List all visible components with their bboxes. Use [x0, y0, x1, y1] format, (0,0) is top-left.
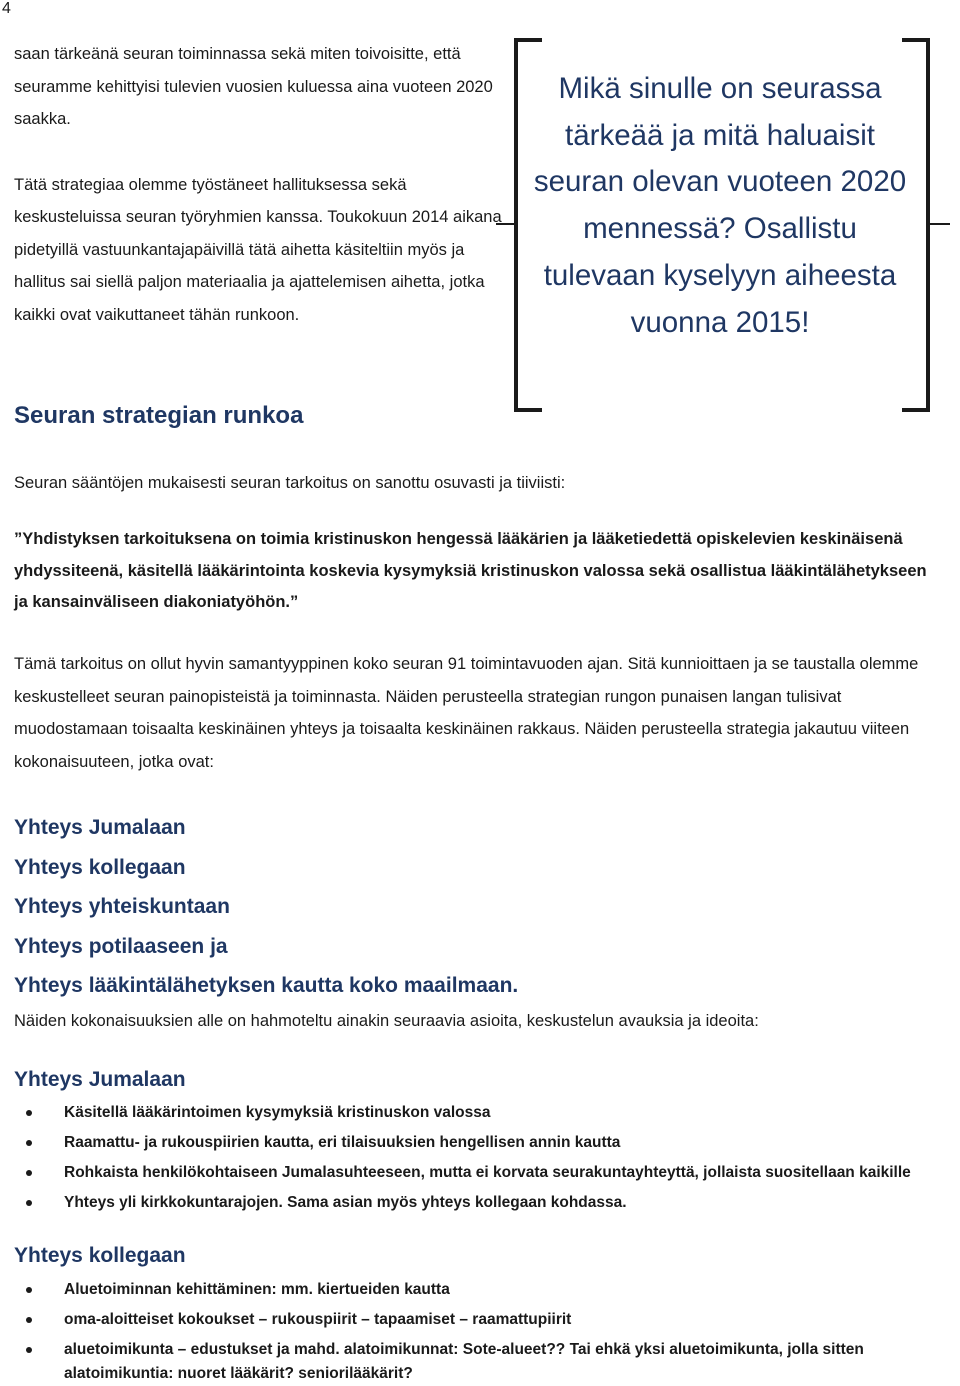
- bullet-icon: [26, 1170, 32, 1176]
- pillar-item: Yhteys kollegaan: [14, 855, 186, 879]
- callout-text: Mikä sinulle on seurassa tärkeää ja mitä haluaisit seuran olevan vuoteen 2020 mennessä? Osallistu tulevaan kyselyyn aiheesta vuonna 2015!: [533, 72, 907, 339]
- pillar-item: Yhteys lääkintälähetyksen kautta koko maailmaan.: [14, 974, 519, 997]
- pillar-item: Yhteys yhteiskuntaan: [14, 895, 230, 918]
- bullet-icon: [26, 1140, 32, 1146]
- bullet-icon: [26, 1200, 32, 1206]
- section-title: Seuran strategian runkoa: [14, 402, 304, 429]
- purpose-paragraph: Tämä tarkoitus on ollut hyvin samantyyppinen koko seuran 91 toimintavuoden ajan. Sitä kunnioittaen ja se taustalla olemme keskustelleet seuran painopisteistä ja toiminnasta. Näiden perusteella strategian rungon punaisen langan tulisivat muodostamaan toisaalta keskinäinen yhteys ja toisaalta keskinäinen rakkaus. Näiden perusteella strategia jakautuu viiteen kokonaisuuteen, jotka ovat:: [14, 655, 919, 771]
- list-item: oma-aloitteiset kokoukset – rukouspiirit – tapaamiset – raamattupiirit: [14, 1308, 914, 1332]
- purpose-quote: ”Yhdistyksen tarkoituksena on toimia kristinuskon hengessä lääkärien ja lääketiedettä opiskelevien keskinäisenä yhdyssiteenä, käsitellä lääkärintointa koskevia kysymyksiä kristinuskon valossa sekä osallistua lääkintälähetykseen ja kansainväliseen diakoniatyöhön.”: [14, 530, 927, 611]
- list-item: Aluetoiminnan kehittäminen: mm. kiertueiden kautta: [14, 1278, 914, 1302]
- subheading-yhteys-kollegaan: Yhteys kollegaan: [14, 1244, 186, 1267]
- list-item: Yhteys yli kirkkokuntarajojen. Sama asian myös yhteys kollegaan kohdassa.: [14, 1191, 914, 1215]
- subheading-yhteys-jumalaan: Yhteys Jumalaan: [14, 1068, 186, 1091]
- bullet-icon: [26, 1110, 32, 1116]
- pillar-item: Yhteys Jumalaan: [14, 816, 186, 839]
- intro-text: Seuran sääntöjen mukaisesti seuran tarkoitus on sanottu osuvasti ja tiiviisti:: [14, 474, 566, 492]
- bullet-list-jumalaan: [14, 1101, 914, 1215]
- survey-callout: [490, 36, 960, 416]
- strategy-pillars: [14, 808, 518, 1006]
- left-column: [14, 38, 506, 331]
- bullet-icon: [26, 1347, 32, 1353]
- list-item: Rohkaista henkilökohtaiseen Jumalasuhteeseen, mutta ei korvata seurakuntayhteyttä, jollaista suositellaan kaikille: [14, 1161, 914, 1185]
- list-item: Raamattu- ja rukouspiirien kautta, eri tilaisuuksien hengellisen annin kautta: [14, 1131, 914, 1155]
- left-paragraph-2: Tätä strategiaa olemme työstäneet hallituksessa sekä keskusteluissa seuran työryhmien kanssa. Toukokuun 2014 aikana pidetyillä vastuunkantajapäivillä tätä aihetta käsiteltiin myös ja hallitus sai siellä paljon materiaalia ja ajattelemisen aihetta, jotka kaikki ovat vaikuttaneet tähän runkoon.: [14, 175, 502, 324]
- pillar-item: Yhteys potilaaseen ja: [14, 934, 228, 958]
- bullet-icon: [26, 1287, 32, 1293]
- list-item: Käsitellä lääkärintoimen kysymyksiä kristinuskon valossa: [14, 1101, 914, 1125]
- bullet-icon: [26, 1317, 32, 1323]
- bullet-list-kollegaan: [14, 1278, 914, 1386]
- notes-intro: Näiden kokonaisuuksien alle on hahmoteltu ainakin seuraavia asioita, keskustelun avauksia ja ideoita:: [14, 1012, 759, 1030]
- left-paragraph-1: saan tärkeänä seuran toiminnassa sekä miten toivoisitte, että seuramme kehittyisi tulevien vuosien kuluessa aina vuoteen 2020 saakka.: [14, 45, 493, 128]
- list-item: aluetoimikunta – edustukset ja mahd. alatoimikunnat: Sote-alueet?? Tai ehkä yksi aluetoimikunta, jolla sitten alatoimikuntia: nuoret lääkärit? seniorilääkärit?: [14, 1338, 914, 1386]
- page-number: 4: [2, 0, 11, 17]
